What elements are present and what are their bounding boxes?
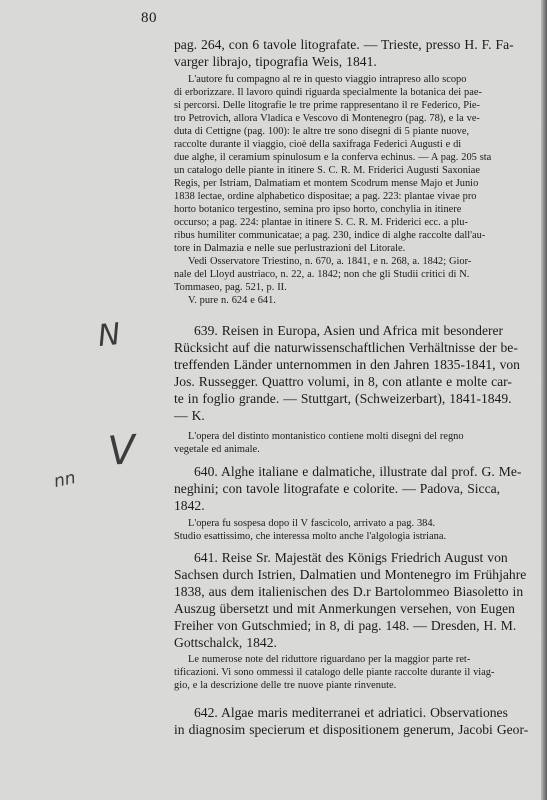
entry-line: pag. 264, con 6 tavole litografate. — Trieste, presso H. F. Fa- bbox=[174, 37, 514, 52]
note-line: si percorsi. Delle litografie le tre prime rappresentano il re Federico, Pie- bbox=[174, 100, 480, 111]
entry-line: neghini; con tavole litografate e colorite. — Padova, Sicca, bbox=[174, 481, 501, 496]
entry-line: 642. Algae maris mediterranei et adriatici. Observationes bbox=[194, 705, 508, 720]
note-line: Regis, per Istriam, Dalmatiam et montem Scodrum mense Majo et Junio bbox=[174, 178, 479, 189]
entry-line: Gottschalck, 1842. bbox=[174, 635, 277, 650]
note-line: Tommaseo, pag. 521, p. II. bbox=[174, 282, 287, 293]
entry-continuation bbox=[174, 36, 530, 70]
entry-line: varger librajo, tipografia Weis, 1841. bbox=[174, 54, 377, 69]
entry-line: Sachsen durch Istrien, Dalmatien und Montenegro im Frühjahre bbox=[174, 567, 527, 582]
entry-line: Rücksicht auf die naturwissenschaftlichen Verhältnisse der be- bbox=[174, 340, 518, 355]
entry-line: 1838, aus dem italienischen des D.r Bartolommeo Biasoletto in bbox=[174, 584, 524, 599]
note-line: duta di Cettigne (pag. 100): le altre tre sono disegni di 5 piante nuove, bbox=[174, 126, 470, 137]
entry-line: treffenden Länder unternommen in den Jahren 1835-1841, von bbox=[174, 357, 520, 372]
entry-line: in diagnosim specierum et dispositionem generum, Jacobi Geor- bbox=[174, 722, 529, 737]
note-line: occurso; a pag. 224: plantae in itinere S. C. R. M. Friderici ecc. a plu- bbox=[174, 217, 468, 228]
entry-639 bbox=[174, 322, 530, 424]
entry-line: 1842. bbox=[174, 498, 205, 513]
entry-note bbox=[174, 73, 530, 307]
entry-640 bbox=[174, 463, 530, 514]
entry-642 bbox=[174, 704, 530, 738]
note-line: Studio esattissimo, che interessa molto anche l'algologia istriana. bbox=[174, 531, 447, 542]
entry-line: — K. bbox=[174, 408, 205, 423]
entry-639-note bbox=[174, 430, 530, 456]
entry-640-note bbox=[174, 517, 530, 543]
entry-641-note bbox=[174, 653, 530, 692]
entry-line: Jos. Russegger. Quattro volumi, in 8, con atlante e molte car- bbox=[174, 374, 512, 389]
entry-line: te in foglio grande. — Stuttgart, (Schweizerbart), 1841-1849. bbox=[174, 391, 512, 406]
entry-line: 640. Alghe italiane e dalmatiche, illustrate dal prof. G. Me- bbox=[194, 464, 522, 479]
note-line: L'opera del distinto montanistico contiene molti disegni del regno bbox=[188, 431, 464, 442]
note-line: due alghe, il ceramium spinulosum e la conferva echinus. — A pag. 205 sta bbox=[174, 152, 492, 163]
note-line: V. pure n. 624 e 641. bbox=[188, 295, 276, 306]
note-line: di erborizzare. Il lavoro quindi riguarda specialmente la botanica dei pae- bbox=[174, 87, 482, 98]
note-line: Le numerose note del riduttore riguardano per la maggior parte ret- bbox=[188, 654, 471, 665]
note-line: 1838 lectae, ordine alphabetico dispositae; a pag. 223: plantae vivae pro bbox=[174, 191, 477, 202]
note-line: raccolte durante il viaggio, cioè della saxifraga Federici Augusti e di bbox=[174, 139, 462, 150]
note-line: tore in Dalmazia e nelle sue perlustrazioni del Litorale. bbox=[174, 243, 406, 254]
note-line: Vedi Osservatore Triestino, n. 670, a. 1841, e n. 268, a. 1842; Gior- bbox=[188, 256, 472, 267]
note-line: un catalogo delle piante in itinere S. C. R. M. Friderici Augusti Saxoniae bbox=[174, 165, 481, 176]
note-line: ribus humiliter communicatae; a pag. 230, indice di alghe raccolte dall'au- bbox=[174, 230, 486, 241]
note-line: tro Petrovich, allora Vladica e Vescovo di Montenegro (pag. 78), e la ve- bbox=[174, 113, 480, 124]
note-line: gio, e la descrizione delle tre nuove piante rinvenute. bbox=[174, 680, 397, 691]
note-line: vegetale ed animale. bbox=[174, 444, 260, 455]
entry-line: 639. Reisen in Europa, Asien und Africa mit besonderer bbox=[194, 323, 504, 338]
entry-641 bbox=[174, 549, 530, 651]
handwritten-annotation: nn bbox=[52, 467, 78, 493]
note-line: nale del Lloyd austriaco, n. 22, a. 1842; non che gli Studii critici di N. bbox=[174, 269, 470, 280]
note-line: horto botanico tergestino, semina pro ipso horto, conchylia in itinere bbox=[174, 204, 462, 215]
entry-line: 641. Reise Sr. Majestät des Königs Friedrich August von bbox=[194, 550, 508, 565]
page-number: 80 bbox=[141, 10, 157, 26]
entry-line: Auszug übersetzt und mit Anmerkungen versehen, von Eugen bbox=[174, 601, 515, 616]
handwritten-annotation: V bbox=[106, 427, 137, 475]
note-line: L'opera fu sospesa dopo il V fascicolo, arrivato a pag. 384. bbox=[188, 518, 436, 529]
handwritten-annotation: N bbox=[96, 316, 123, 355]
note-line: tificazioni. Vi sono ommessi il catalogo delle piante raccolte durante il viag- bbox=[174, 667, 495, 678]
note-line: L'autore fu compagno al re in questo viaggio intrapreso allo scopo bbox=[188, 74, 467, 85]
entry-line: Freiher von Gutschmied; in 8, di pag. 148. — Dresden, H. M. bbox=[174, 618, 517, 633]
